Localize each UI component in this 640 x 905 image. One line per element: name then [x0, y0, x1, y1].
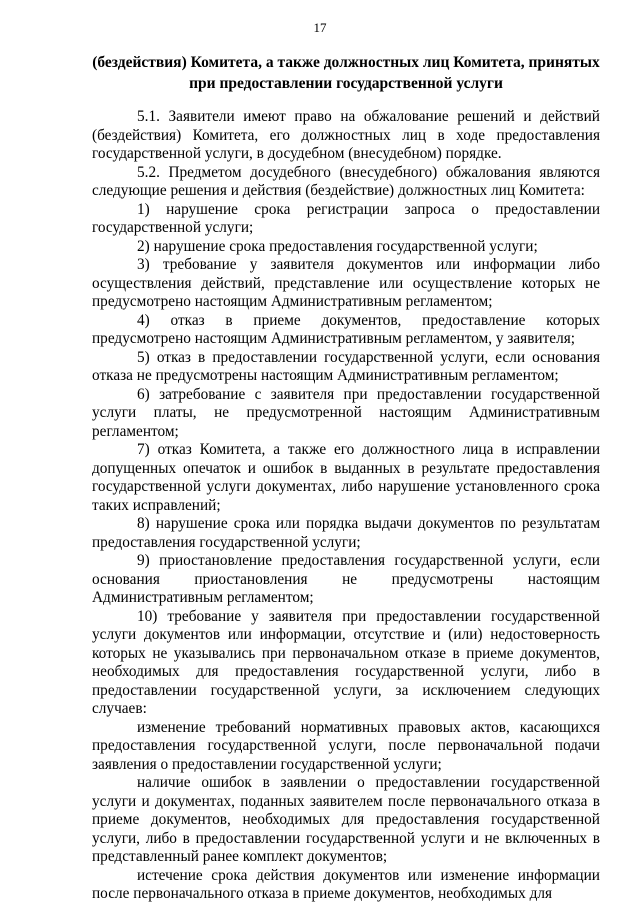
- section-heading: [92, 52, 600, 94]
- list-item-6: 6) затребование с заявителя при предоставлении государственной услуги платы, не предусмотренной настоящим Административным регламентом;: [92, 385, 600, 440]
- list-item-1: 1) нарушение срока регистрации запроса о предоставлении государственной услуги;: [92, 200, 600, 236]
- list-item-10: 10) требование у заявителя при предоставлении государственной услуги документов или информации, отсутствие и (или) недостоверность которых не указывались при первоначальном отказе в приеме документов, необходимых для предоставления государственной услуги, либо в предоставлении государственной услуги, за исключением следующих случаев:: [92, 607, 600, 717]
- list-item-7: 7) отказ Комитета, а также его должностного лица в исправлении допущенных опечаток и ошибок в выданных в результате предоставления государственной услуги документах, либо нарушение установленного срока таких исправлений;: [92, 441, 600, 514]
- list-item-9: 9) приостановление предоставления государственной услуги, если основания приостановления не предусмотрены настоящим Административным регламентом;: [92, 552, 600, 606]
- paragraph-5-1: 5.1. Заявители имеют право на обжалование решений и действий (бездействия) Комитета, его должностных лиц в ходе предоставления государственной услуги, в досудебном (внесудебном) порядке.: [92, 108, 600, 162]
- list-item-3: 3) требование у заявителя документов или информации либо осуществления действий, представление или осуществление которых не предусмотрено настоящим Административным регламентом;: [92, 256, 600, 310]
- exception-case-3: истечение срока действия документов или изменение информации после первоначального отказа в приеме документов, необходимых для: [92, 866, 600, 902]
- list-item-4: 4) отказ в приеме документов, предоставление которых предусмотрено настоящим Административным регламентом, у заявителя;: [92, 311, 600, 347]
- exception-case-2: наличие ошибок в заявлении о предоставлении государственной услуги и документах, поданных заявителем после первоначального отказа в приеме документов, необходимых для предоставления государственной услуги, либо в предоставлении государственной услуги и не включенных в представленный ранее комплект документов;: [92, 774, 600, 865]
- paragraph-5-2: 5.2. Предметом досудебного (внесудебного) обжалования являются следующие решения и действия (бездействие) должностных лиц Комитета:: [92, 163, 600, 199]
- document-body: [92, 108, 600, 904]
- list-item-5: 5) отказ в предоставлении государственной услуги, если основания отказа не предусмотрены настоящим Административным регламентом;: [92, 348, 600, 384]
- section-heading-line-1: (бездействия) Комитета, а также должностных лиц Комитета, принятых: [92, 54, 600, 71]
- list-item-8: 8) нарушение срока или порядка выдачи документов по результатам предоставления государственной услуги;: [92, 515, 600, 551]
- list-item-2: 2) нарушение срока предоставления государственной услуги;: [137, 237, 538, 255]
- section-heading-line-2: при предоставлении государственной услуги: [189, 75, 503, 92]
- exception-case-1: изменение требований нормативных правовых актов, касающихся предоставления государственной услуги, после первоначальной подачи заявления о предоставлении государственной услуги;: [92, 718, 600, 773]
- page-number: 17: [313, 20, 327, 35]
